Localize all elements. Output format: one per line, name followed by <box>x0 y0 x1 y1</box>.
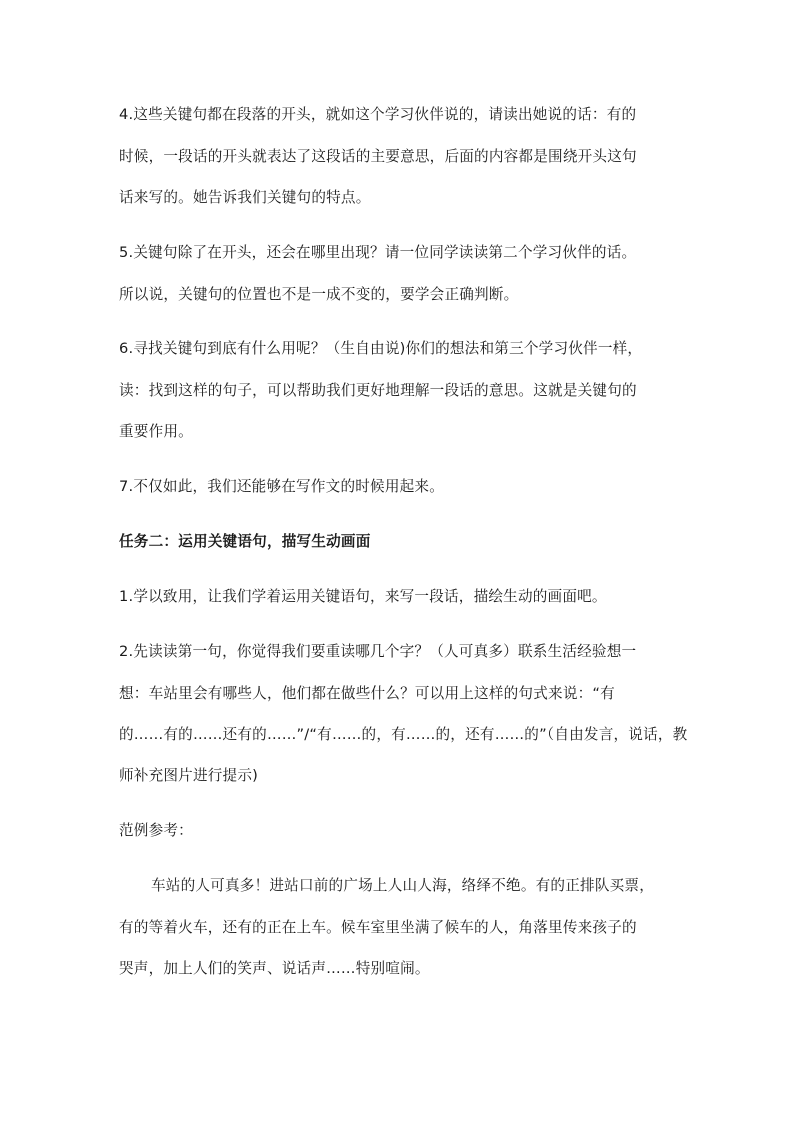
paragraph-4-line-2: 时候，一段话的开头就表达了这段话的主要意思，后面的内容都是围绕开头这句 <box>119 148 637 165</box>
task-2-line-2: 想：车站里会有哪些人，他们都在做些什么？可以用上这样的句式来说：“有 <box>119 685 615 702</box>
paragraph-7: 7.不仅如此，我们还能够在写作文的时候用起来。 <box>119 478 444 495</box>
example-label: 范例参考： <box>119 822 193 839</box>
example-line-1: 车站的人可真多！进站口前的广场上人山人海，络绎不绝。有的正排队买票， <box>151 877 654 894</box>
paragraph-6-line-3: 重要作用。 <box>119 423 193 440</box>
paragraph-6-line-1: 6.寻找关键句到底有什么用呢？（生自由说)你们的想法和第三个学习伙伴一样， <box>119 340 643 357</box>
example-line-3: 哭声，加上人们的笑声、说话声……特别喧闹。 <box>119 960 430 977</box>
task-2-line-3: 的……有的……还有的……”/“有……的，有……的，还有……的”（自由发言，说话，教 <box>119 726 688 743</box>
paragraph-5-line-2: 所以说，关键句的位置也不是一成不变的，要学会正确判断。 <box>119 286 519 303</box>
task-2-line-4: 师补充图片进行提示) <box>119 767 259 784</box>
example-line-2: 有的等着火车，还有的正在上车。候车室里坐满了候车的人，角落里传来孩子的 <box>119 919 637 936</box>
section-heading: 任务二：运用关键语句，描写生动画面 <box>119 533 371 550</box>
paragraph-5-line-1: 5.关键句除了在开头，还会在哪里出现？请一位同学读读第二个学习伙伴的话。 <box>119 244 637 261</box>
task-1: 1.学以致用，让我们学着运用关键语句，来写一段话，描绘生动的画面吧。 <box>119 588 607 605</box>
paragraph-4-line-1: 4.这些关键句都在段落的开头，就如这个学习伙伴说的，请读出她说的话：有的 <box>119 106 637 123</box>
paragraph-6-line-2: 读：找到这样的句子，可以帮助我们更好地理解一段话的意思。这就是关键句的 <box>119 382 637 399</box>
paragraph-4-line-3: 话来写的。她告诉我们关键句的特点。 <box>119 189 371 206</box>
task-2-line-1: 2.先读读第一句，你觉得我们要重读哪几个字？（人可真多）联系生活经验想一 <box>119 643 637 660</box>
